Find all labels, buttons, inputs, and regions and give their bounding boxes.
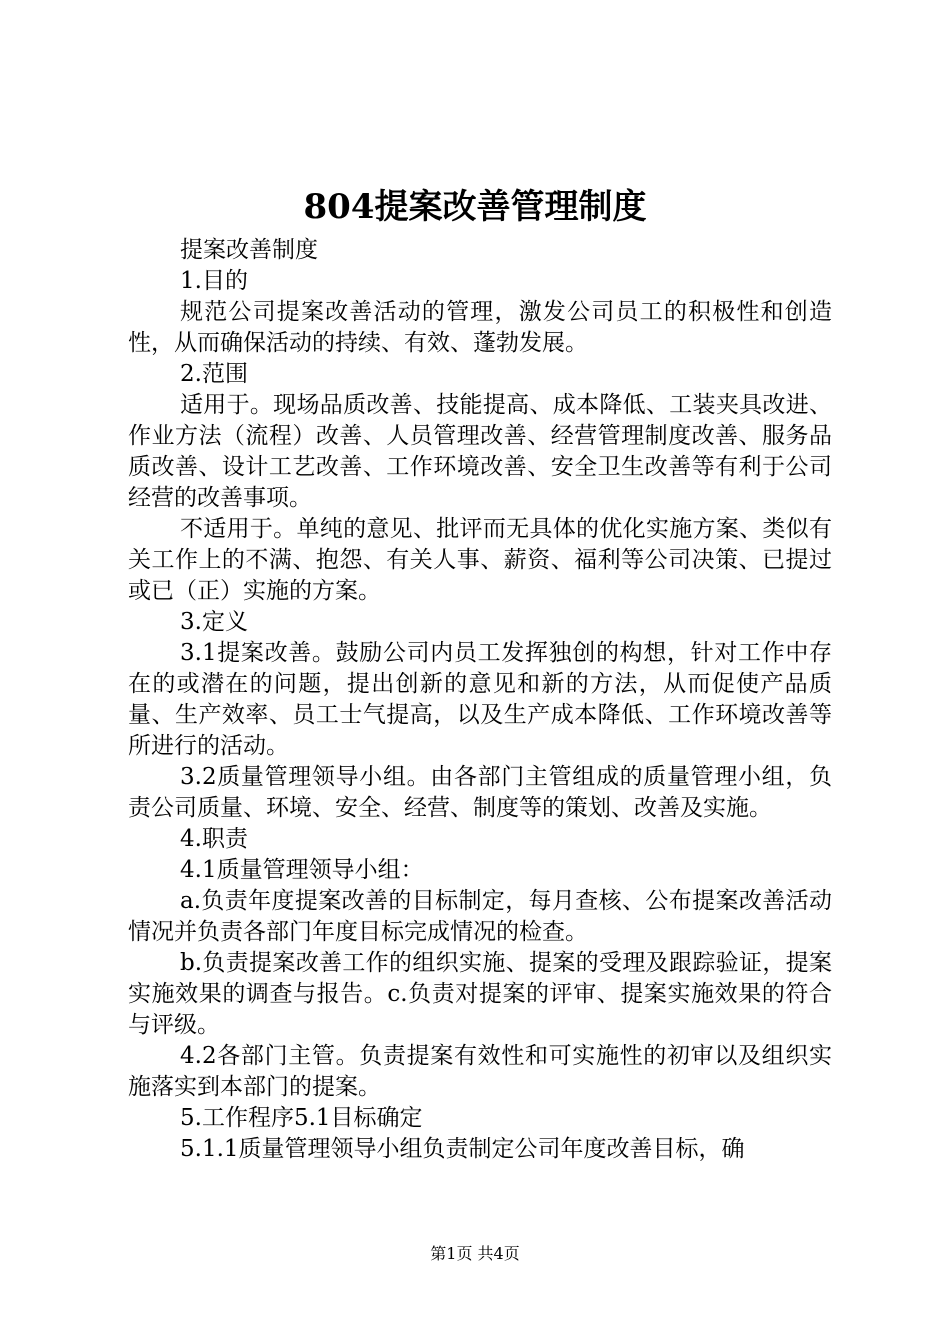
paragraph-responsibility-4-1: 4.1质量管理领导小组： [180,857,424,883]
document-body [128,235,832,1165]
document-title: 804提案改善管理制度 [303,187,647,227]
section-heading-purpose: 1.目的 [180,268,248,294]
paragraph-responsibility-a: a.负责年度提案改善的目标制定，每月查核、公布提案改善活动情况并负责各部门年度目标完成情况的检查。 [128,888,832,945]
paragraph-heading: 提案改善制度 [180,237,318,263]
paragraph-scope-applicable: 适用于。现场品质改善、技能提高、成本降低、工装夹具改进、作业方法（流程）改善、人员管理改善、经营管理制度改善、服务品质改善、设计工艺改善、工作环境改善、安全卫生改善等有利于公司经营的改善事项。 [128,392,832,511]
paragraph-responsibility-b-c: b.负责提案改善工作的组织实施、提案的受理及跟踪验证，提案实施效果的调查与报告。c.负责对提案的评审、提案实施效果的符合与评级。 [128,950,832,1038]
section-heading-procedure: 5.工作程序5.1目标确定 [180,1105,423,1131]
section-heading-scope: 2.范围 [180,361,248,387]
paragraph-procedure-5-1-1: 5.1.1质量管理领导小组负责制定公司年度改善目标，确 [180,1136,745,1162]
page-footer: 第1页 共4页 [430,1244,520,1263]
paragraph-purpose: 规范公司提案改善活动的管理，激发公司员工的积极性和创造性，从而确保活动的持续、有效、蓬勃发展。 [128,299,832,356]
paragraph-responsibility-4-2: 4.2各部门主管。负责提案有效性和可实施性的初审以及组织实施落实到本部门的提案。 [128,1043,832,1100]
paragraph-scope-not-applicable: 不适用于。单纯的意见、批评而无具体的优化实施方案、类似有关工作上的不满、抱怨、有关人事、薪资、福利等公司决策、已提过或已（正）实施的方案。 [128,516,832,604]
section-heading-responsibilities: 4.职责 [180,826,248,852]
paragraph-definition-3-1: 3.1提案改善。鼓励公司内员工发挥独创的构想，针对工作中存在的或潜在的问题，提出创新的意见和新的方法，从而促使产品质量、生产效率、员工士气提高，以及生产成本降低、工作环境改善等所进行的活动。 [128,640,832,759]
paragraph-definition-3-2: 3.2质量管理领导小组。由各部门主管组成的质量管理小组，负责公司质量、环境、安全、经营、制度等的策划、改善及实施。 [128,764,832,821]
section-heading-definition: 3.定义 [180,609,248,635]
